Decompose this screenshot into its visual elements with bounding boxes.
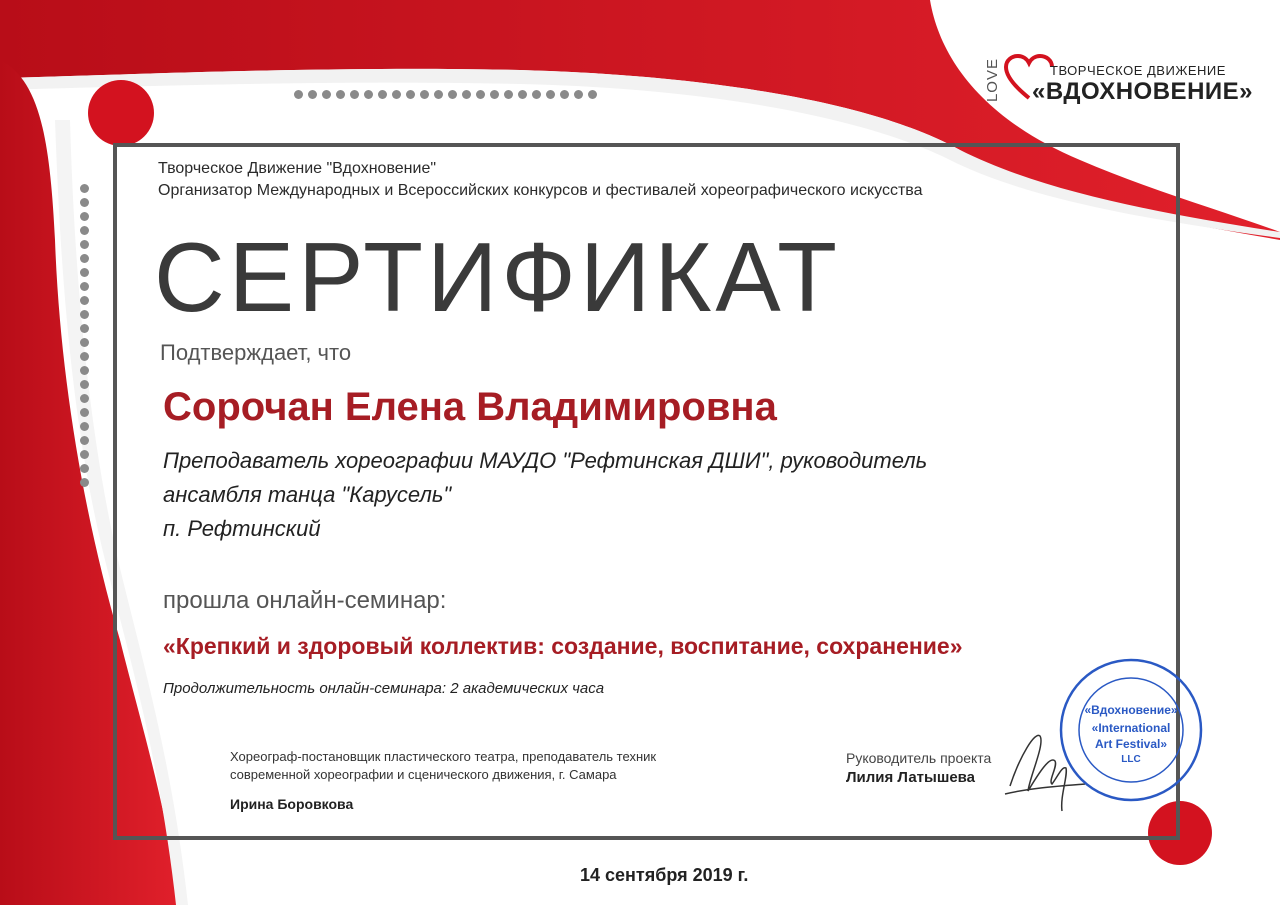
- certificate-date: 14 сентября 2019 г.: [580, 865, 749, 885]
- organization-description: Организатор Международных и Всероссийских конкурсов и фестивалей хореографического искусства: [158, 182, 923, 199]
- role-line: Хореограф-постановщик пластического театра, преподаватель техник: [230, 749, 657, 764]
- left-signer-role: [230, 748, 750, 784]
- organization-name: Творческое Движение "Вдохновение": [158, 160, 437, 177]
- logo-line1: ТВОРЧЕСКОЕ ДВИЖЕНИЕ: [1050, 63, 1226, 78]
- organization-logo: [984, 48, 1254, 114]
- official-stamp: [1056, 655, 1206, 805]
- passed-text: прошла онлайн-семинар:: [163, 587, 447, 614]
- top-dot-row: [294, 90, 597, 99]
- description-line: Преподаватель хореографии МАУДО "Рефтинская ДШИ", руководитель: [163, 448, 928, 473]
- recipient-name: Сорочан Елена Владимировна: [163, 385, 777, 429]
- left-dot-column: [80, 184, 89, 487]
- description-line: п. Рефтинский: [163, 516, 321, 541]
- description-line: ансамбля танца "Карусель": [163, 482, 452, 507]
- stamp-line1: «Вдохновение»: [1084, 703, 1178, 717]
- logo-side-text: LOVE: [984, 58, 1001, 103]
- stamp-line2: «International: [1091, 721, 1171, 735]
- certificate-title: СЕРТИФИКАТ: [154, 222, 842, 332]
- left-signer-name: Ирина Боровкова: [230, 796, 354, 812]
- confirms-text: Подтверждает, что: [160, 340, 352, 365]
- role-line: современной хореографии и сценического движения, г. Самара: [230, 767, 617, 782]
- right-signer-role: Руководитель проекта: [846, 750, 992, 766]
- seminar-duration: Продолжительность онлайн-семинара: 2 академических часа: [163, 680, 605, 697]
- stamp-line4: LLC: [1121, 754, 1141, 765]
- right-signer-name: Лилия Латышева: [846, 769, 976, 786]
- recipient-description: [163, 444, 1033, 546]
- seminar-title: «Крепкий и здоровый коллектив: создание, воспитание, сохранение»: [163, 633, 963, 659]
- logo-line2: «ВДОХНОВЕНИЕ»: [1032, 78, 1253, 105]
- stamp-line3: Art Festival»: [1094, 737, 1168, 751]
